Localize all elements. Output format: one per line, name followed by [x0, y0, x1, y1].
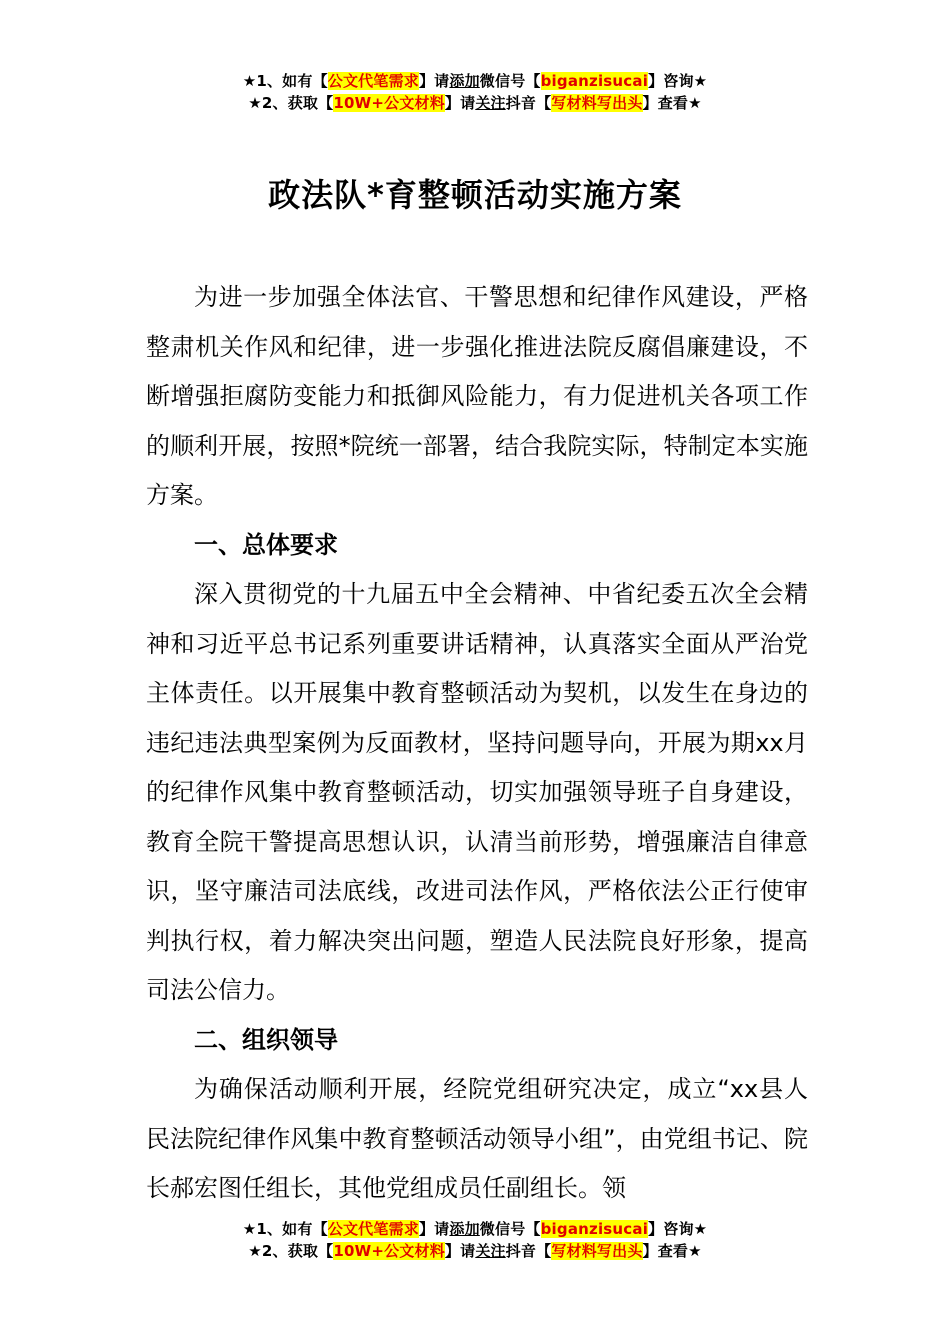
promo-douyin-id: 写材料写出头: [551, 94, 643, 112]
promo-line-1: ★1、如有【公文代笔需求】请添加微信号【biganzisucai】咨询★: [242, 1220, 708, 1238]
section-paragraph: 为确保活动顺利开展，经院党组研究决定，成立“xx县人民法院纪律作风集中教育整顿活动领导小组”，由党组书记、院长郝宏图任组长，其他党组成员任副组长。领: [146, 1075, 808, 1202]
section-paragraph: 深入贯彻党的十九届五中全会精神、中省纪委五次全会精神和习近平总书记系列重要讲话精神，认真落实全面从严治党主体责任。以开展集中教育整顿活动为契机，以发生在身边的违纪违法典型案例为反面教材，坚持问题导向，开展为期xx月的纪律作风集中教育整顿活动，切实加强领导班子自身建设，教育全院干警提高思想认识，认清当前形势，增强廉洁自律意识，坚守廉洁司法底线，改进司法作风，严格依法公正行使审判执行权，着力解决突出问题，塑造人民法院良好形象，提高司法公信力。: [146, 580, 808, 1004]
promo-highlight: 公文代笔需求: [327, 1220, 419, 1238]
document-body: [146, 273, 808, 1214]
promo-wechat-id: biganzisucai: [540, 1220, 649, 1238]
top-promo-banner: [0, 70, 950, 114]
promo-highlight: 10W+公文材料: [333, 94, 445, 112]
promo-line-1: ★1、如有【公文代笔需求】请添加微信号【biganzisucai】咨询★: [242, 72, 708, 90]
document-title: 政法队*育整顿活动实施方案: [268, 176, 682, 214]
promo-line-2: ★2、获取【10W+公文材料】请关注抖音【写材料写出头】查看★: [248, 94, 702, 112]
promo-douyin-id: 写材料写出头: [551, 1242, 643, 1260]
promo-wechat-id: biganzisucai: [540, 72, 649, 90]
intro-paragraph: 为进一步加强全体法官、干警思想和纪律作风建设，严格整肃机关作风和纪律，进一步强化推进法院反腐倡廉建设，不断增强拒腐防变能力和抵御风险能力，有力促进机关各项工作的顺利开展，按照*院统一部署，结合我院实际，特制定本实施方案。: [146, 283, 808, 509]
promo-highlight: 10W+公文材料: [333, 1242, 445, 1260]
promo-underline: 添加: [449, 1220, 480, 1238]
promo-underline: 添加: [449, 72, 480, 90]
promo-underline: 关注: [475, 94, 506, 112]
promo-highlight: 公文代笔需求: [327, 72, 419, 90]
section-heading: 一、总体要求: [194, 530, 338, 559]
section-heading: 二、组织领导: [194, 1025, 338, 1054]
promo-underline: 关注: [475, 1242, 506, 1260]
bottom-promo-banner: [0, 1218, 950, 1262]
promo-line-2: ★2、获取【10W+公文材料】请关注抖音【写材料写出头】查看★: [248, 1242, 702, 1260]
